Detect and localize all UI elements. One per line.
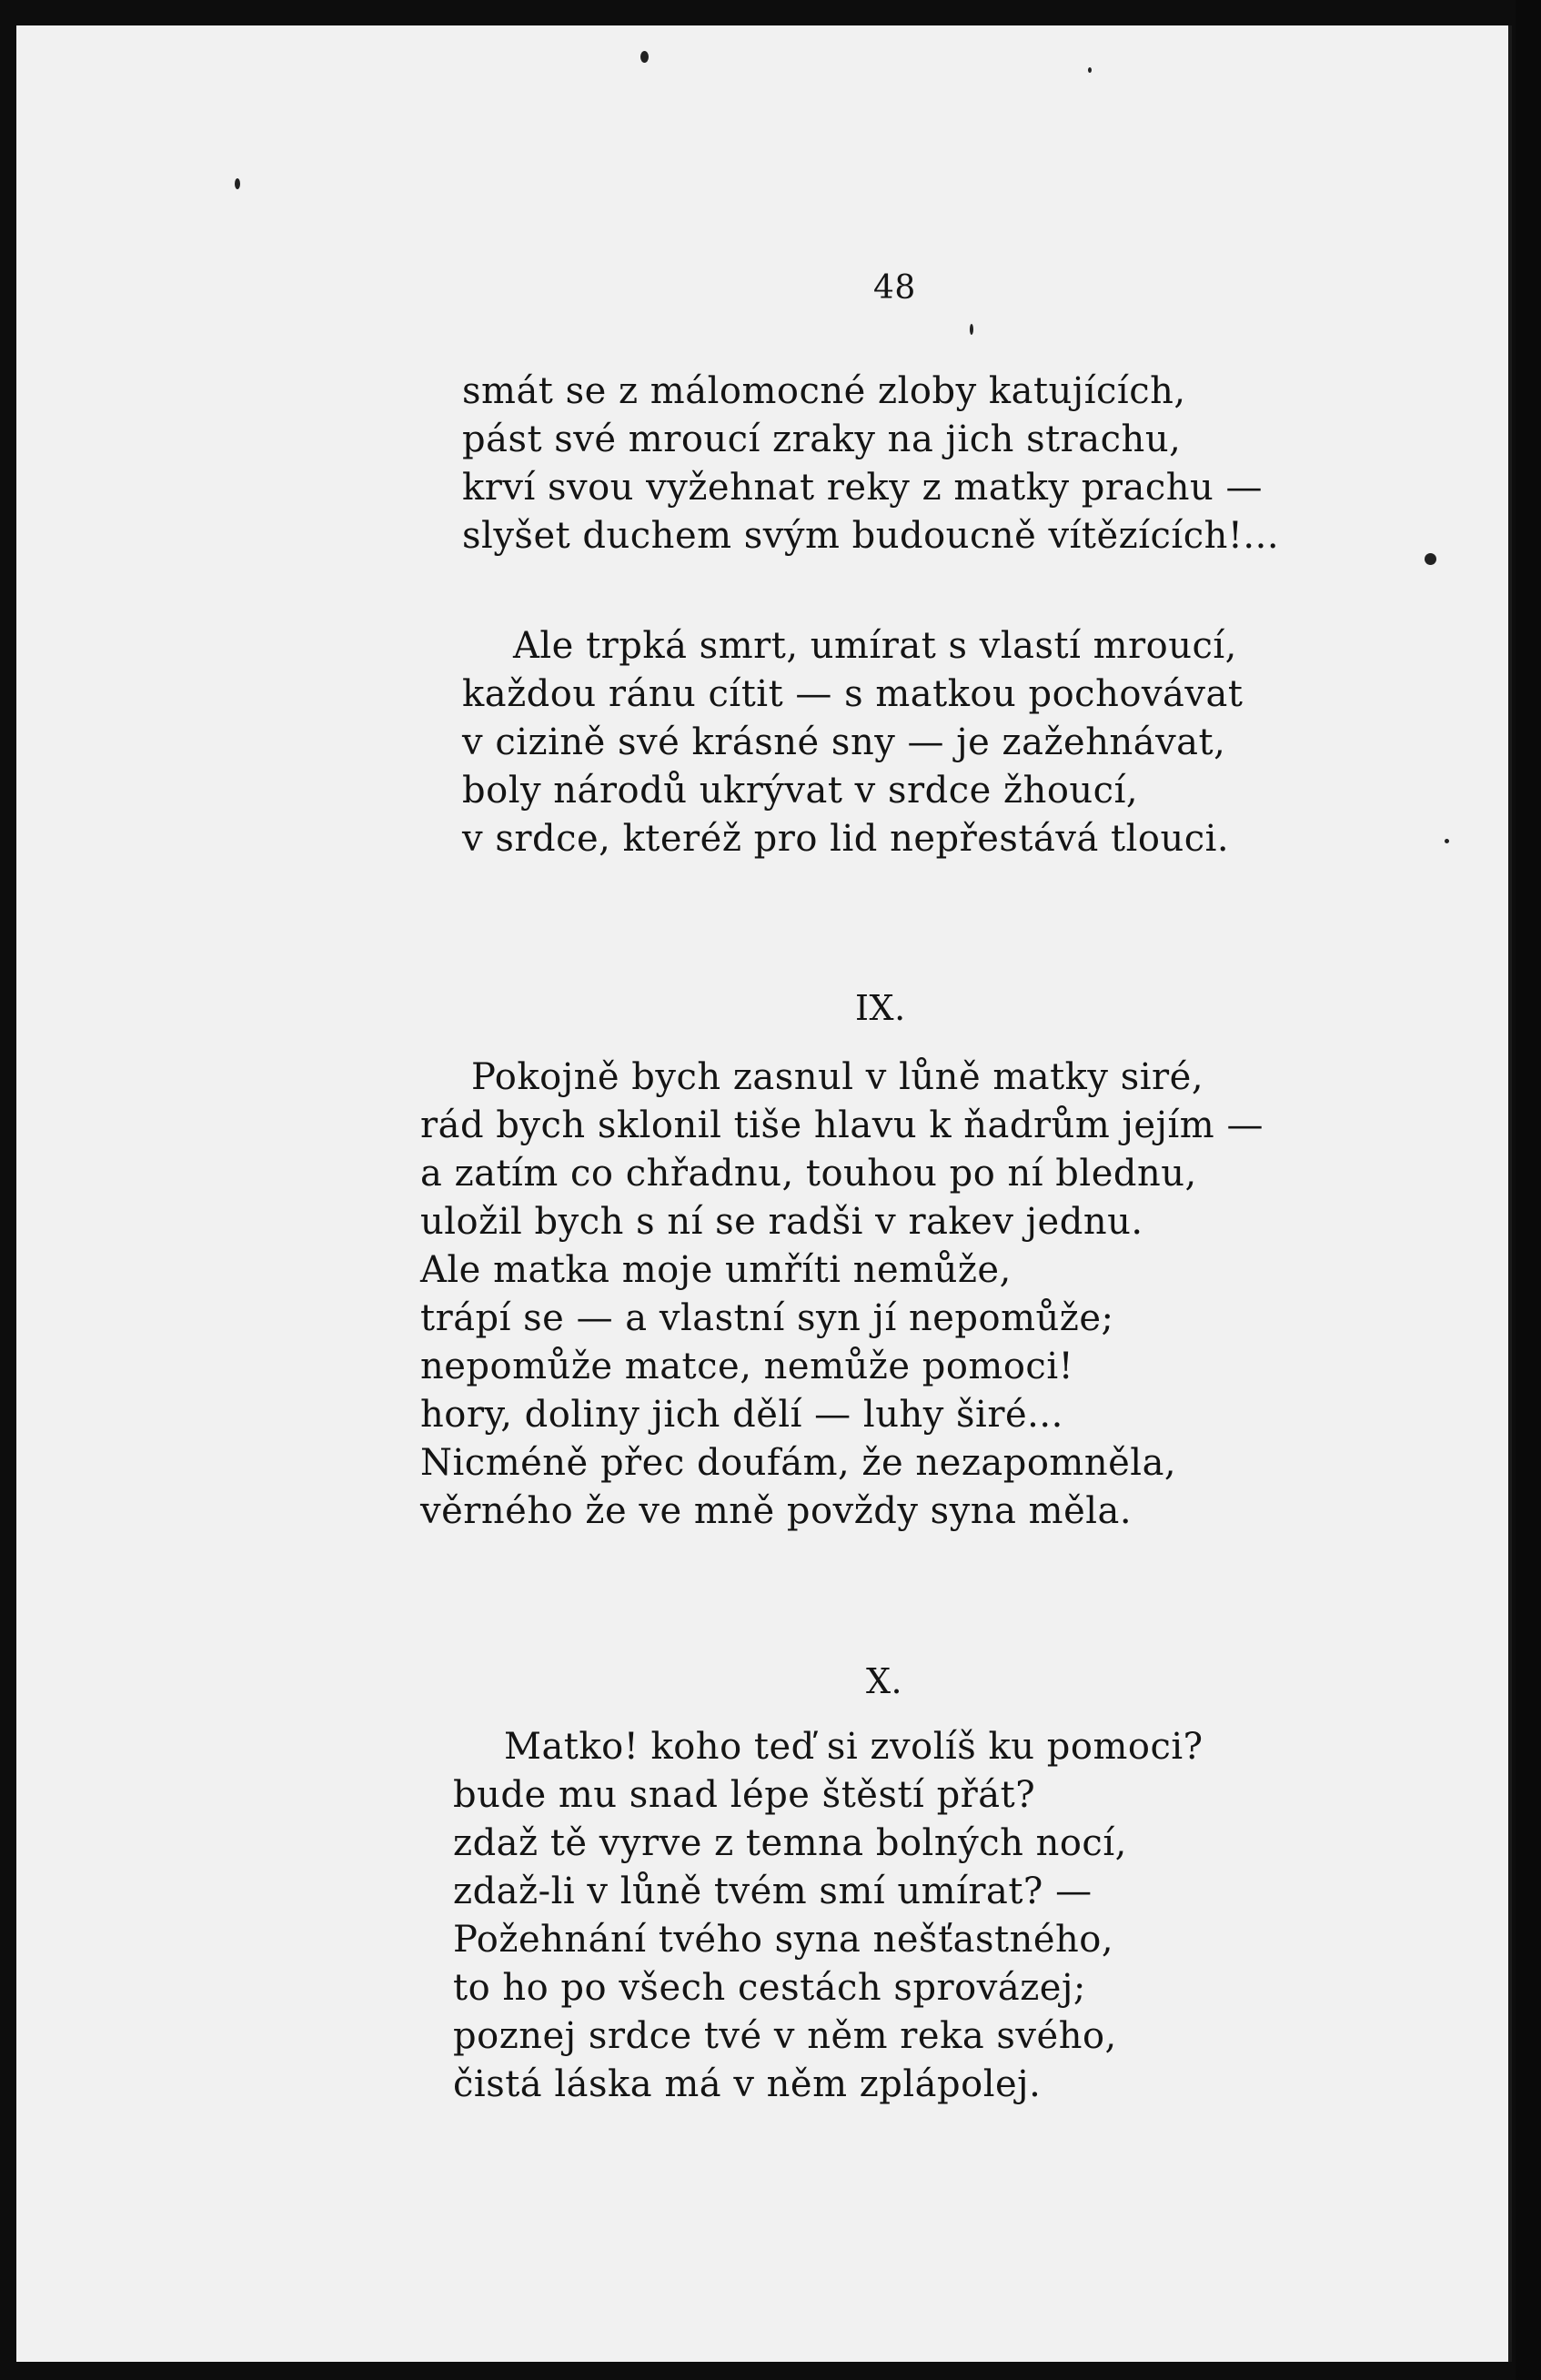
verse-line: v cizině své krásné sny — je zažehnávat, bbox=[462, 721, 1226, 763]
verse-line: zdaž tě vyrve z temna bolných nocí, bbox=[453, 1822, 1127, 1864]
verse-line: pást své mroucí zraky na jich strachu, bbox=[462, 419, 1182, 460]
verse-line: uložil bych s ní se radši v rakev jednu. bbox=[420, 1201, 1143, 1243]
verse-line: v srdce, kteréž pro lid nepřestává tlouci. bbox=[462, 818, 1230, 860]
verse-line: Ale trpká smrt, umírat s vlastí mroucí, bbox=[513, 625, 1237, 667]
verse-line: čistá láska má v něm zplápolej. bbox=[453, 2063, 1042, 2105]
verse-line: Pokojně bych zasnul v lůně matky siré, bbox=[471, 1056, 1204, 1098]
stanza-2 bbox=[462, 622, 1243, 863]
verse-line: každou ránu cítit — s matkou pochovávat bbox=[462, 673, 1244, 715]
scan-speck bbox=[970, 324, 973, 335]
verse-line: a zatím co chřadnu, touhou po ní blednu, bbox=[420, 1153, 1197, 1195]
verse-line: poznej srdce tvé v něm reka svého, bbox=[453, 2015, 1117, 2057]
section-heading-ix: IX. bbox=[855, 988, 906, 1028]
page-edge-shadow bbox=[1516, 0, 1541, 2380]
verse-line: Matko! koho teď si zvolíš ku pomoci? bbox=[504, 1726, 1204, 1768]
scan-speck bbox=[1445, 839, 1449, 843]
book-page bbox=[16, 25, 1512, 2362]
verse-line: rád bych sklonil tiše hlavu k ňadrům jejím — bbox=[420, 1104, 1264, 1146]
verse-line: nepomůže matce, nemůže pomoci! bbox=[420, 1346, 1074, 1387]
verse-line: boly národů ukrývat v srdce žhoucí, bbox=[462, 770, 1139, 812]
verse-line: trápí se — a vlastní syn jí nepomůže; bbox=[420, 1297, 1114, 1339]
verse-line: hory, doliny jich dělí — luhy širé... bbox=[420, 1394, 1063, 1436]
scan-speck bbox=[235, 178, 240, 189]
verse-line: slyšet duchem svým budoucně vítězících!... bbox=[462, 515, 1280, 557]
verse-line: smát se z málomocné zloby katujících, bbox=[462, 370, 1186, 412]
verse-line: věrného že ve mně povždy syna měla. bbox=[420, 1490, 1133, 1532]
scan-speck bbox=[1425, 553, 1436, 565]
scan-speck bbox=[640, 51, 649, 63]
scan-speck bbox=[1088, 67, 1092, 73]
verse-line: Požehnání tvého syna nešťastného, bbox=[453, 1919, 1114, 1961]
section-ix-stanza bbox=[420, 1054, 1264, 1536]
page-number: 48 bbox=[873, 269, 916, 307]
verse-line: Nicméně přec doufám, že nezapomněla, bbox=[420, 1442, 1177, 1484]
verse-line: krví svou vyžehnat reky z matky prachu — bbox=[462, 467, 1263, 509]
verse-line: bude mu snad lépe štěstí přát? bbox=[453, 1774, 1036, 1816]
verse-line: Ale matka moje umříti nemůže, bbox=[420, 1249, 1012, 1291]
verse-line: to ho po všech cestách sprovázej; bbox=[453, 1967, 1086, 2009]
section-heading-x: X. bbox=[866, 1661, 903, 1701]
stanza-1 bbox=[462, 368, 1279, 560]
verse-line: zdaž-li v lůně tvém smí umírat? — bbox=[453, 1871, 1093, 1912]
section-x-stanza bbox=[453, 1723, 1204, 2109]
